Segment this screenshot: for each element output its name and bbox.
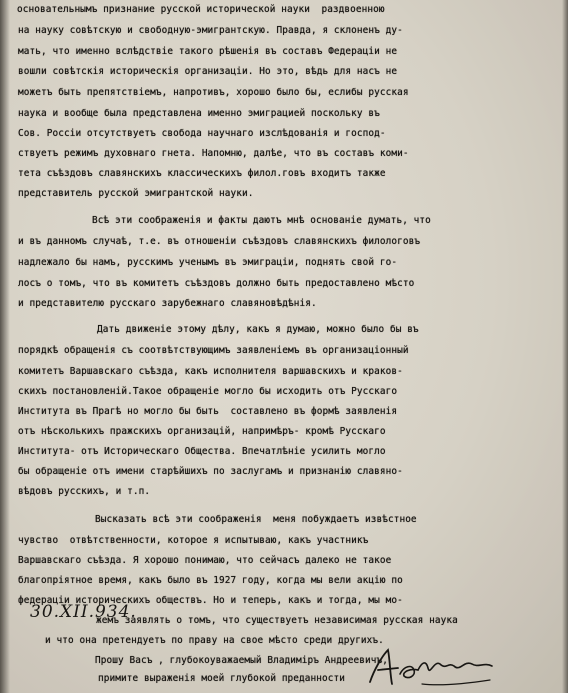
letter-line: Сов. Россіи отсутствуетъ свобода научнаго изслѣдованія и господ- xyxy=(18,128,386,139)
handwritten-date: 30.XII.934. xyxy=(30,602,137,622)
closing-line: примите выраженія моей глубокой преданности xyxy=(98,673,346,684)
letter-line: тета съѣздовъ славянскихъ классическихъ филол.говъ входитъ также xyxy=(18,168,386,179)
letter-line: ствуетъ режимъ духовнаго гнета. Напомню, далѣе, что въ составъ коми- xyxy=(18,148,409,159)
page-shadow-right xyxy=(562,0,568,693)
letter-line: порядкѣ обращенія съ соотвѣтствующимъ заявленіемъ въ организаціонный xyxy=(18,345,409,356)
letter-line: благопріятное время, какъ было въ 1927 году, когда мы вели акцію по xyxy=(18,575,403,586)
letter-line: и что она претендуетъ по праву на свое мѣсто среди другихъ. xyxy=(45,635,384,646)
letter-line: Дать движеніе этому дѣлу, какъ я думаю, можно было бы въ xyxy=(97,324,419,335)
letter-line: представитель русской эмигрантской науки. xyxy=(18,188,254,199)
letter-line: Варшавскаго съѣзда. Я хорошо понимаю, что сейчасъ далеко не такое xyxy=(18,555,392,566)
letter-line: основательнымъ признание русской исторической науки раздвоенною xyxy=(17,4,385,15)
letter-line: и въ данномъ случаѣ, т.е. въ отношеніи съѣздовъ славянскихъ филологовъ xyxy=(18,236,421,247)
page-shadow-left xyxy=(0,0,10,693)
letter-line: бы обращеніе отъ имени старѣйшихъ по заслугамъ и признанію славяно- xyxy=(18,466,403,477)
letter-line: федераціи историческихъ обществъ. Но и теперь, какъ и тогда, мы мо- xyxy=(18,595,403,606)
letter-line: скихъ постановленій.Такое обращеніе могло бы исходить отъ Русскаго xyxy=(18,386,398,397)
letter-line: на науку совѣтскую и свободную-эмигрантскую. Правда, я склоненъ ду- xyxy=(18,25,403,36)
closing-line: Прошу Васъ , глубокоуважаемый Владиміръ Андреевичъ, xyxy=(95,655,388,666)
letter-line: можетъ быть препятствіемъ, напротивъ, хорошо было бы, еслибы русская xyxy=(18,87,409,98)
letter-line: мать, что именно вслѣдствіе такого рѣшенія въ составъ Федераціи не xyxy=(18,46,398,57)
letter-line: и представителю русскаго зарубежнаго славяновѣдѣнія. xyxy=(18,298,317,309)
letter-line: комитетъ Варшавскаго съѣзда, какъ исполнителя варшавскихъ и краков- xyxy=(18,366,403,377)
letter-line: Всѣ эти соображенія и факты даютъ мнѣ основаніе думать, что xyxy=(92,215,431,226)
letter-line: жемъ заявлять о томъ, что существуетъ независимая русская наука xyxy=(96,615,458,626)
letter-line: Института въ Прагѣ но могло бы быть составлено въ формѣ заявленія xyxy=(18,406,398,417)
letter-line: Высказать всѣ эти соображенія меня побуждаетъ извѣстное xyxy=(95,514,417,525)
letter-line: отъ нѣсколькихъ пражскихъ организацій, напримѣръ- кромѣ Русскаго xyxy=(18,426,386,437)
letter-line: наука и вообще была представлена именно эмиграцией поскольку въ xyxy=(18,108,380,119)
letter-line: вошли совѣтскія историческія организаціи. Но это, вѣдь для насъ не xyxy=(18,66,398,77)
handwritten-signature xyxy=(360,640,500,693)
letter-line: Института- отъ Историческаго Общества. Впечатлѣніе усилить могло xyxy=(18,446,386,457)
letter-line: чувство отвѣтственности, которое я испытываю, какъ участникъ xyxy=(18,535,369,546)
letter-line: лосъ о томъ, что въ комитетъ съѣздовъ должно быть предоставлено мѣсто xyxy=(18,278,415,289)
letter-line: надлежало бы намъ, русскимъ ученымъ въ эмиграціи, поднять свой го- xyxy=(18,257,398,268)
letter-line: вѣдовъ русскихъ, и т.п. xyxy=(18,486,151,497)
